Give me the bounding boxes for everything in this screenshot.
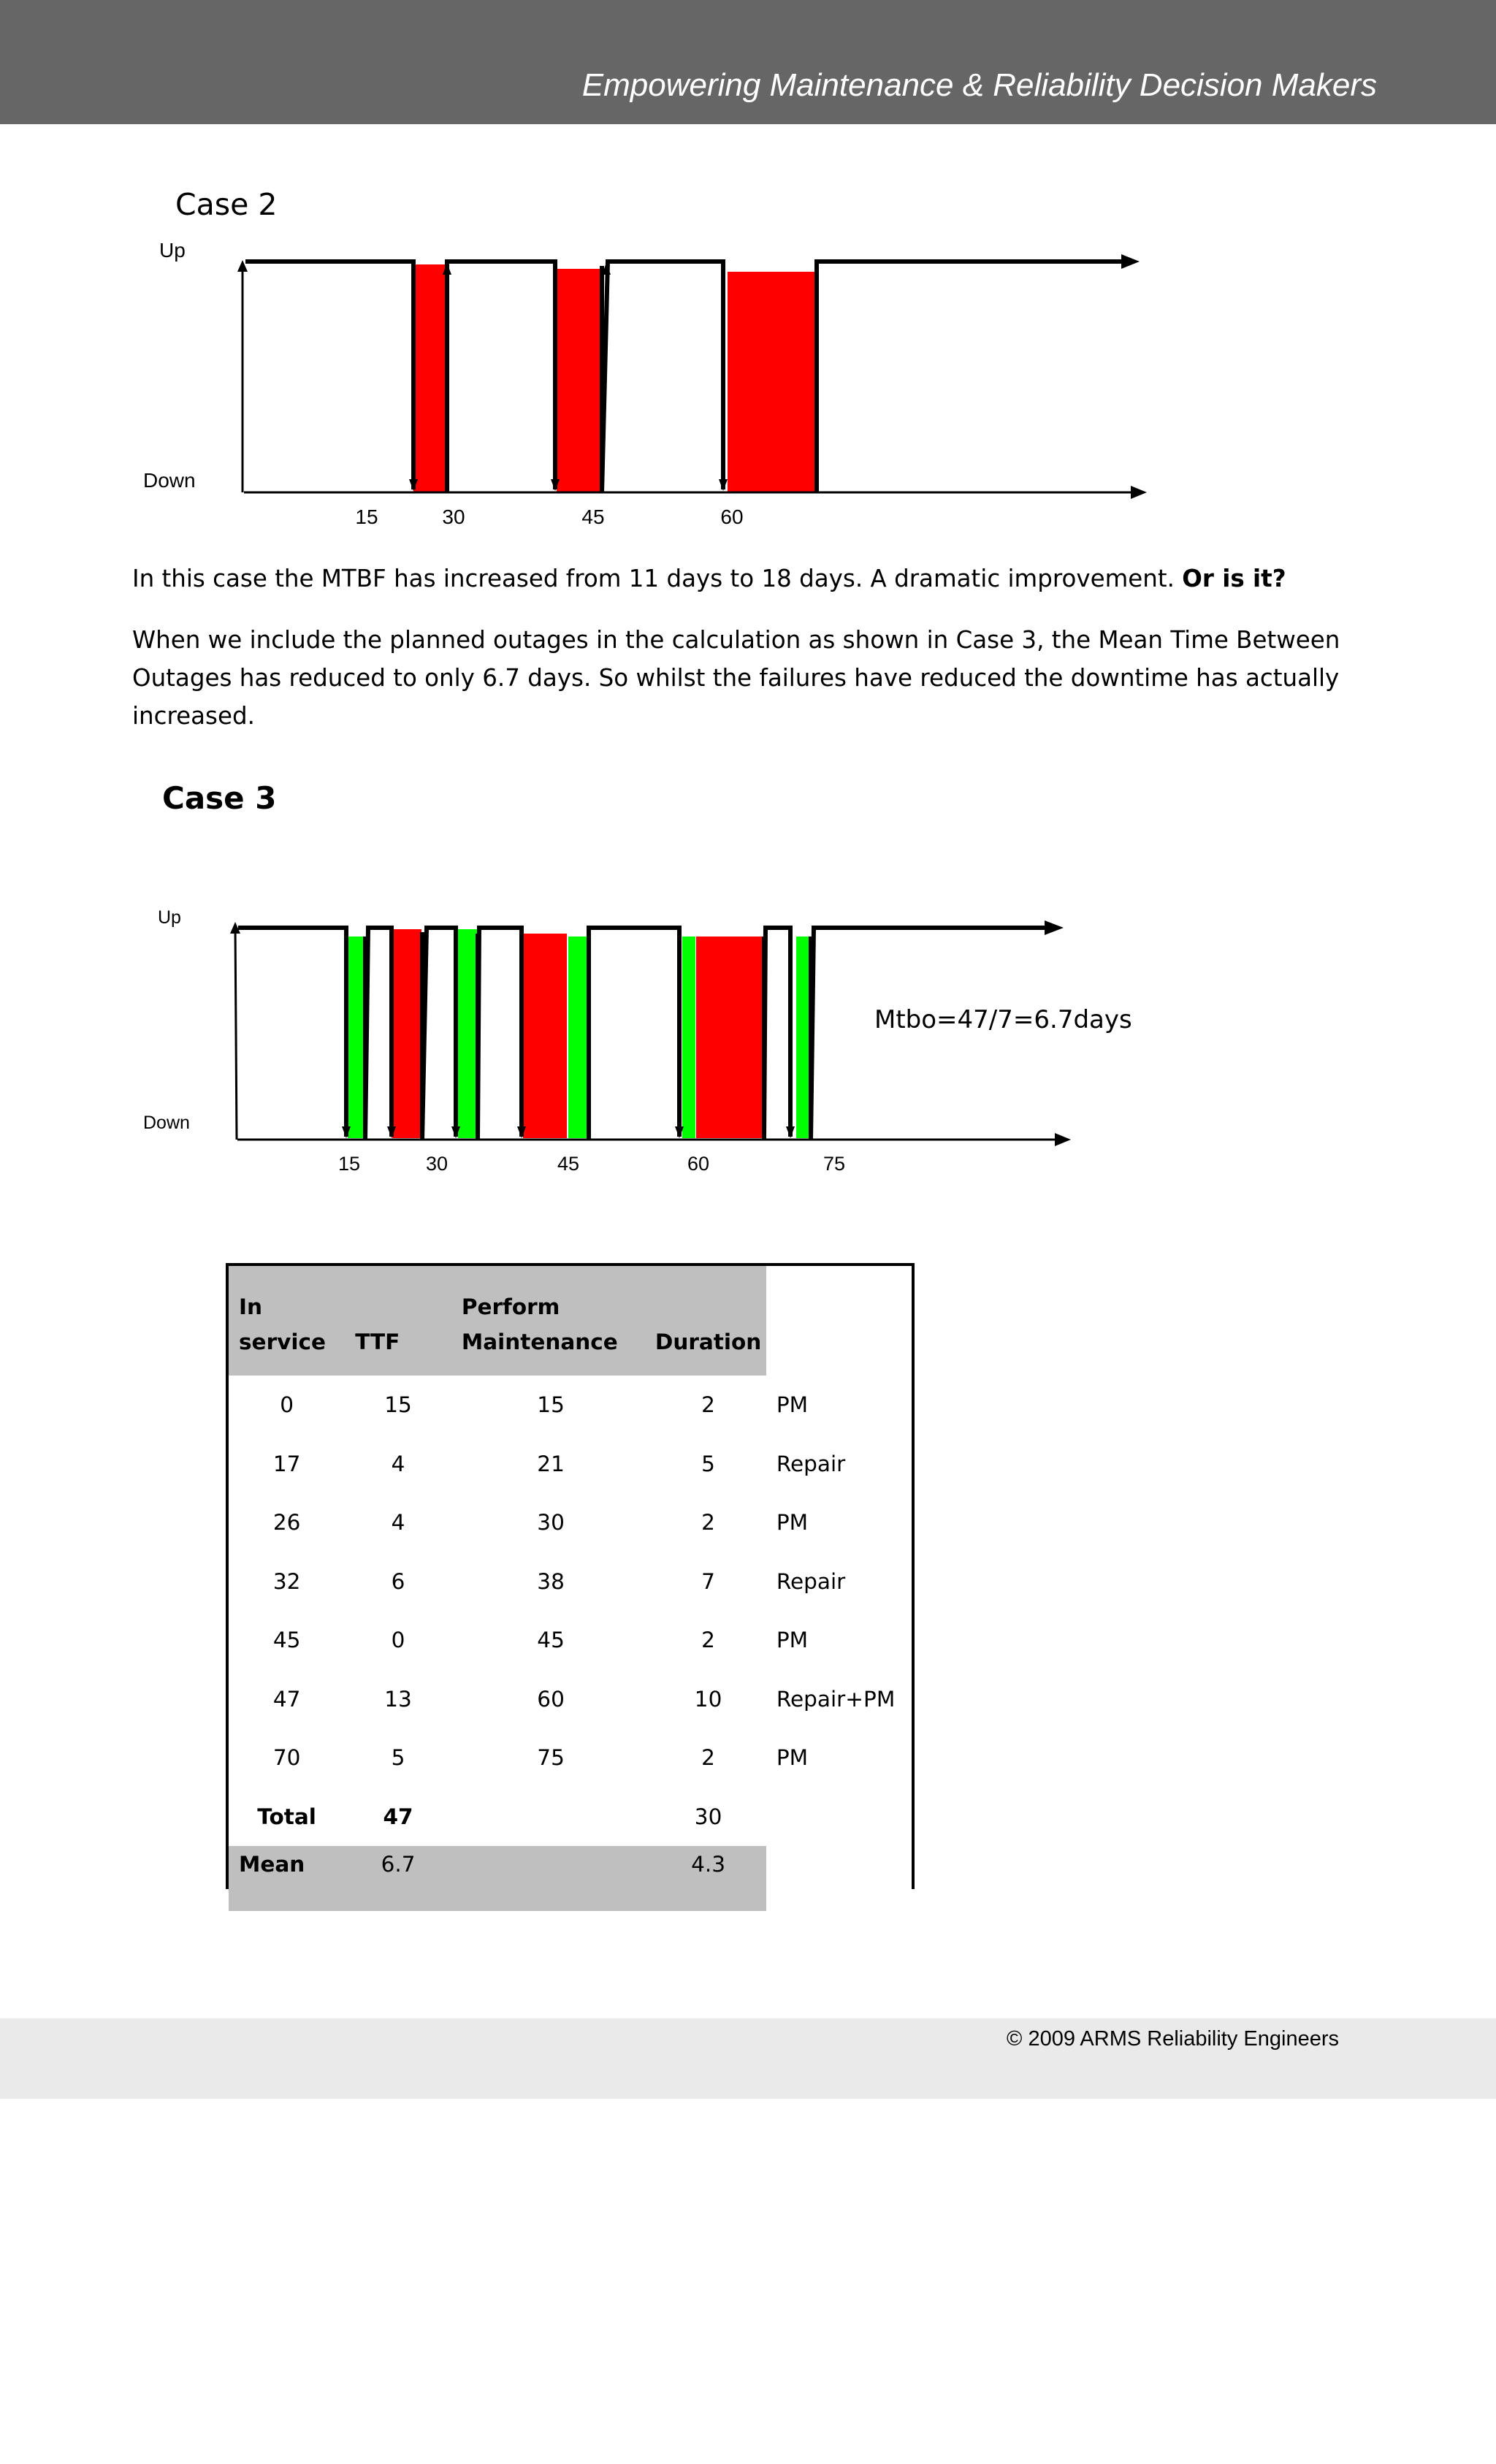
case2-outage-repair-2 — [557, 269, 602, 492]
case2-x-axis-arrow — [1131, 486, 1147, 499]
case3-x-tick: 75 — [823, 1153, 846, 1175]
cell-type: Repair — [776, 1568, 846, 1594]
cell-perform: 15 — [537, 1392, 565, 1418]
paragraph-mtbf — [132, 560, 1374, 598]
cell-type: PM — [776, 1392, 809, 1418]
cell-ttf: 15 — [384, 1392, 412, 1418]
mean-ttf: 6.7 — [345, 1846, 451, 1911]
page-footer — [0, 2018, 1496, 2099]
table-row — [229, 1728, 912, 1788]
case3-y-label-up: Up — [158, 907, 181, 928]
case2-x-tick: 15 — [355, 506, 378, 528]
cell-duration: 10 — [694, 1686, 722, 1712]
col-header-in-service: In service — [229, 1266, 345, 1376]
cell-ttf: 6 — [391, 1568, 405, 1594]
cell-type: Repair — [776, 1451, 846, 1476]
cell-ttf: 13 — [384, 1686, 412, 1712]
cell-ttf: 5 — [391, 1745, 405, 1771]
case3-outage-pm-3 — [568, 937, 587, 1138]
cell-duration: 2 — [701, 1745, 715, 1771]
case3-chart — [0, 891, 1242, 1198]
cell-type: Repair+PM — [776, 1686, 896, 1712]
case2-x-ticks — [355, 506, 743, 528]
cell-in-service: 45 — [272, 1628, 301, 1653]
case3-x-ticks — [338, 1153, 845, 1175]
cell-ttf: 4 — [391, 1451, 405, 1476]
case3-x-tick: 30 — [425, 1153, 449, 1175]
case2-outage-repair-3 — [728, 272, 815, 492]
col-header-duration: Duration — [650, 1266, 766, 1376]
table-row — [229, 1493, 912, 1552]
table-body — [229, 1376, 912, 1788]
paragraph-mtbf-text: In this case the MTBF has increased from 11 days to 18 days. A dramatic improvement. — [132, 565, 1183, 592]
case3-x-tick: 15 — [337, 1153, 361, 1175]
cell-duration: 5 — [701, 1451, 715, 1476]
case2-y-label-down: Down — [143, 469, 196, 492]
header-tagline: Empowering Maintenance & Reliability Decision Makers — [581, 67, 1377, 103]
cell-perform: 38 — [537, 1568, 565, 1594]
cell-perform: 21 — [537, 1451, 565, 1476]
cell-duration: 2 — [701, 1628, 715, 1653]
case2-outages — [413, 264, 815, 492]
case3-y-label-down: Down — [143, 1113, 190, 1133]
cell-duration: 7 — [701, 1568, 715, 1594]
col-header-ttf: TTF — [345, 1266, 451, 1376]
cell-in-service: 26 — [272, 1510, 301, 1536]
paragraph-outages: When we include the planned outages in the calculation as shown in Case 3, the Mean Time Between Outages has reduced to only 6.7 days. So whilst the failures have reduced the downtime has actually increased. — [132, 626, 1340, 730]
case2-state-line — [245, 254, 1140, 492]
paragraph-mtbf-bold: Or is it? — [1182, 565, 1286, 592]
cell-perform: 45 — [537, 1628, 565, 1653]
case2-outage-repair-1 — [413, 264, 447, 492]
cell-perform: 30 — [537, 1510, 565, 1536]
outage-table — [226, 1263, 915, 1889]
case2-y-label-up: Up — [159, 239, 186, 262]
case3-x-tick: 45 — [557, 1153, 580, 1175]
cell-type: PM — [776, 1745, 809, 1771]
case3-mtbo-annotation: Mtbo=47/7=6.7days — [874, 1005, 1132, 1034]
case3-title: Case 3 — [162, 780, 277, 816]
cell-perform: 75 — [537, 1745, 565, 1771]
cell-in-service: 32 — [272, 1568, 301, 1594]
cell-perform: 60 — [537, 1686, 565, 1712]
table-row — [229, 1611, 912, 1670]
cell-type: PM — [776, 1510, 809, 1536]
table-row — [229, 1670, 912, 1729]
case2-title: Case 2 — [175, 187, 278, 222]
case2-state-arrow — [1121, 254, 1140, 269]
case3-x-axis-arrow — [1055, 1133, 1071, 1146]
mean-duration: 4.3 — [650, 1846, 766, 1911]
cell-in-service: 17 — [272, 1451, 301, 1476]
total-duration: 30 — [694, 1804, 722, 1829]
cell-in-service: 70 — [272, 1745, 301, 1771]
page-header — [0, 0, 1496, 124]
mean-label: Mean — [229, 1846, 345, 1911]
case2-x-tick: 60 — [720, 506, 744, 528]
case3-outage-repair-2 — [523, 934, 567, 1138]
cell-in-service: 47 — [272, 1686, 301, 1712]
total-ttf: 47 — [383, 1804, 413, 1829]
cell-duration: 2 — [701, 1392, 715, 1418]
cell-ttf: 4 — [391, 1510, 405, 1536]
case3-outage-repair-3 — [696, 937, 763, 1138]
table-total-row — [229, 1788, 912, 1847]
case3-state-arrow — [1045, 920, 1064, 935]
table-row — [229, 1435, 912, 1494]
cell-duration: 2 — [701, 1510, 715, 1536]
case3-y-axis — [235, 925, 237, 1140]
case3-x-tick: 60 — [687, 1153, 710, 1175]
cell-type: PM — [776, 1628, 809, 1653]
total-label: Total — [257, 1804, 316, 1829]
case2-chart — [0, 219, 1242, 548]
case3-outage-pm-2 — [458, 929, 477, 1138]
case3-outage-pm-4 — [682, 937, 695, 1138]
case2-x-tick: 30 — [442, 506, 465, 528]
footer-copyright: © 2009 ARMS Reliability Engineers — [1007, 2027, 1339, 2051]
case2-axes — [237, 260, 1147, 499]
col-header-perform-maintenance: Perform Maintenance — [451, 1266, 650, 1376]
case3-outages — [348, 929, 811, 1138]
case3-outage-repair-1 — [392, 929, 421, 1138]
cell-in-service: 0 — [280, 1392, 294, 1418]
case2-x-tick: 45 — [581, 506, 605, 528]
table-header-row — [229, 1266, 912, 1376]
table-row — [229, 1552, 912, 1611]
cell-ttf: 0 — [391, 1628, 405, 1653]
table-mean-row — [229, 1846, 912, 1911]
table-row — [229, 1376, 912, 1435]
case3-outage-pm-1 — [348, 937, 364, 1138]
